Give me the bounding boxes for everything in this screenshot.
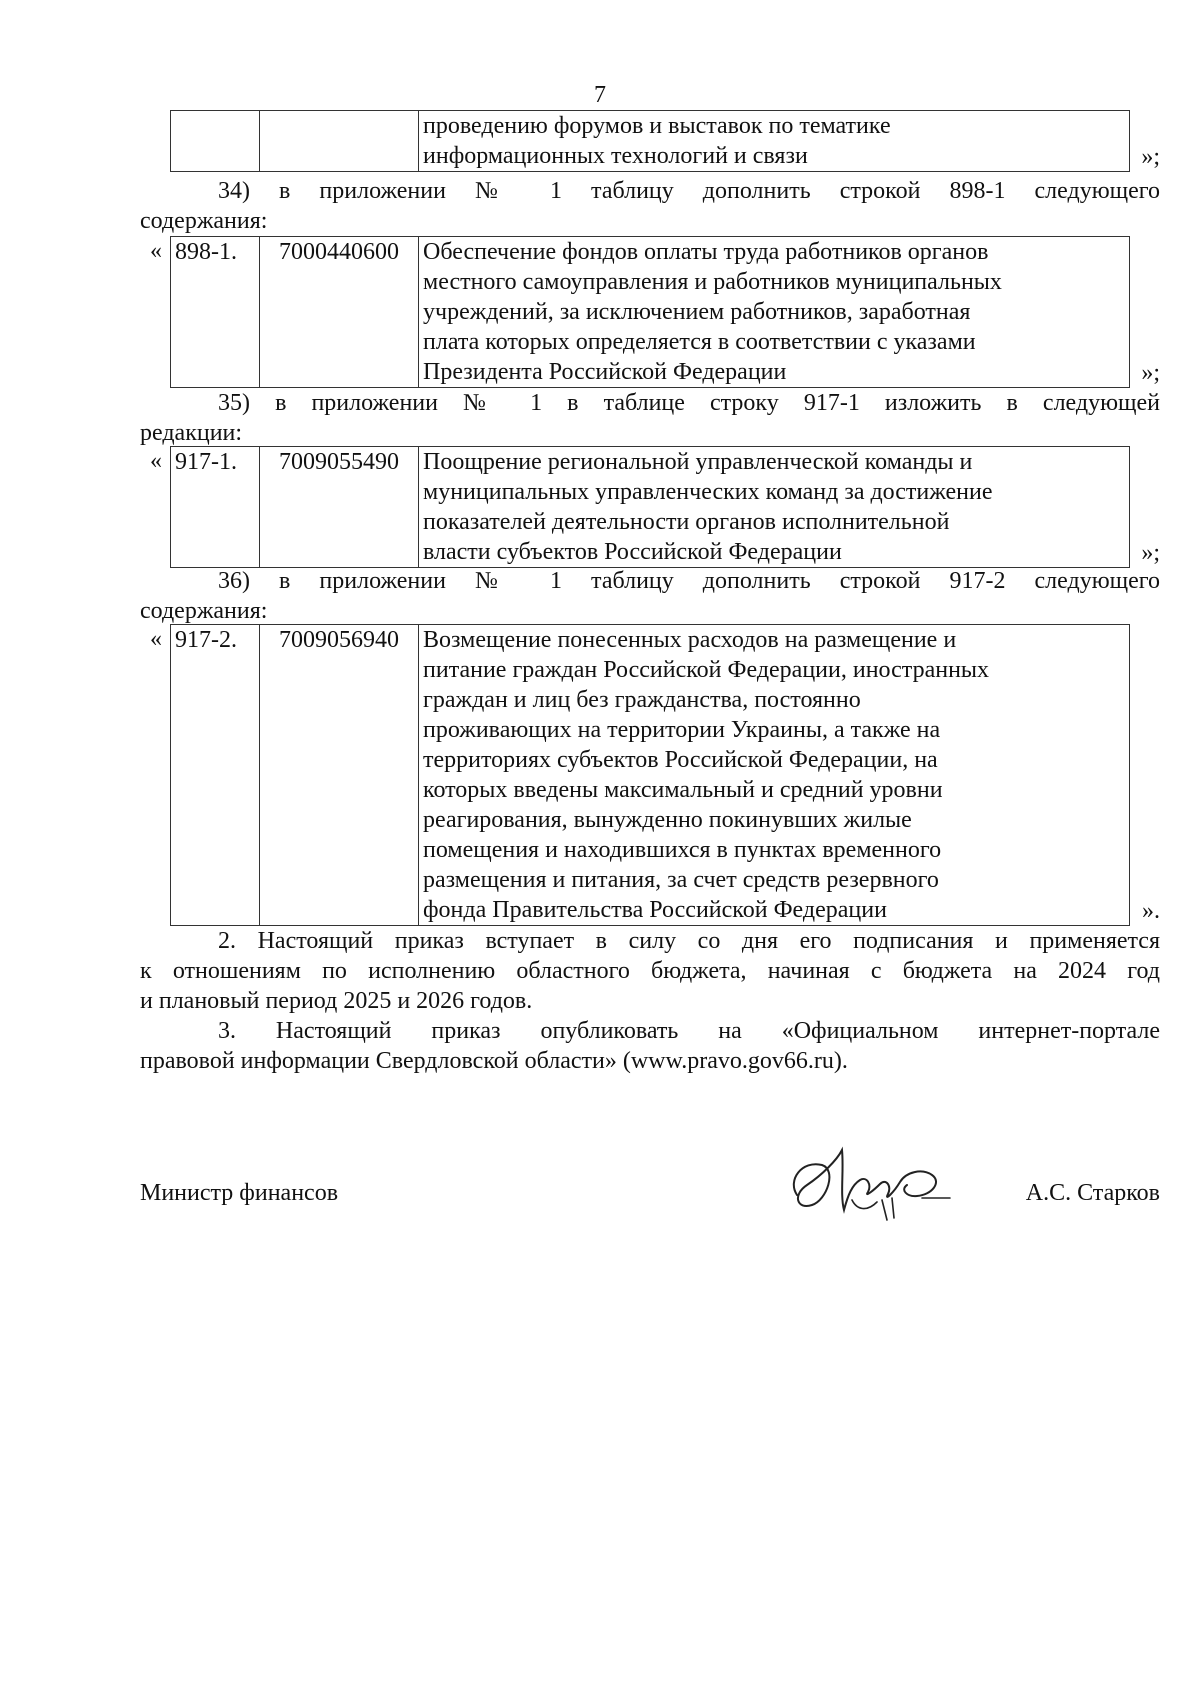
text-line: территориях субъектов Российской Федерации, на [423,747,938,773]
clause-2 [140,926,1160,1016]
text-line: власти субъектов Российской Федерации [423,539,842,565]
clause-text-line: правовой информации Свердловской области» (www.pravo.gov66.ru). [140,1048,848,1074]
table-row [171,111,1130,172]
item-35 [140,388,1160,448]
text-line: муниципальных управленческих команд за достижение [423,479,993,505]
table-row [171,237,1130,388]
closing-quote: ». [1142,898,1160,924]
page-number: 7 [594,82,606,108]
row-code-cell [260,111,419,172]
signer-name: А.С. Старков [1025,1180,1160,1206]
text-line: фонда Правительства Российской Федерации [423,897,887,923]
item-text-line: редакции: [140,420,243,446]
closing-quote: »; [1141,540,1160,566]
opening-quote: « [150,448,162,474]
text-line: Возмещение понесенных расходов на размещение и [423,627,957,653]
item-34 [140,176,1160,236]
row-text-cell [419,237,1130,388]
text-line: Обеспечение фондов оплаты труда работников органов [423,239,989,265]
clause-text-line: к отношениям по исполнению областного бюджета, начиная с бюджета на 2024 год [140,958,1160,984]
opening-quote: « [150,626,162,652]
text-line: показателей деятельности органов исполнительной [423,509,950,535]
text-line: информационных технологий и связи [423,143,808,169]
row-text-cell [419,447,1130,568]
table-917-2 [150,624,1160,926]
row-number-cell: 917-2. [171,625,260,926]
item-text-line: содержания: [140,598,268,624]
row-code-cell: 7009056940 [260,625,419,926]
text-line: помещения и находившихся в пунктах временного [423,837,942,863]
clause-text-line: 2. Настоящий приказ вступает в силу со дня его подписания и применяется [218,928,1160,954]
table-row [171,625,1130,926]
text-line: реагирования, вынужденно покинувших жилые [423,807,912,833]
amendment-table [170,110,1130,172]
text-line: учреждений, за исключением работников, заработная [423,299,971,325]
table-917-1 [150,446,1160,568]
clause-3 [140,1016,1160,1076]
text-line: Поощрение региональной управленческой команды и [423,449,973,475]
table-continuation [150,110,1160,172]
amendment-table [170,624,1130,926]
row-number-cell [171,111,260,172]
text-line: которых введены максимальный и средний уровни [423,777,943,803]
closing-quote: »; [1141,360,1160,386]
row-code-cell: 7000440600 [260,237,419,388]
item-36 [140,566,1160,626]
signature-block [140,1170,1160,1230]
closing-quote: »; [1141,144,1160,170]
amendment-table [170,236,1130,388]
text-line: проведению форумов и выставок по тематике [423,113,891,139]
table-898-1 [150,236,1160,388]
signer-title: Министр финансов [140,1180,339,1206]
opening-quote: « [150,238,162,264]
amendment-table [170,446,1130,568]
row-text-cell [419,625,1130,926]
item-text-line: 34) в приложении № 1 таблицу дополнить строкой 898-1 следующего [218,178,1160,204]
text-line: проживающих на территории Украины, а также на [423,717,941,743]
clause-text-line: и плановый период 2025 и 2026 годов. [140,988,533,1014]
row-text-cell [419,111,1130,172]
text-line: граждан и лиц без гражданства, постоянно [423,687,861,713]
text-line: плата которых определяется в соответствии с указами [423,329,976,355]
item-text-line: содержания: [140,208,268,234]
item-text-line: 36) в приложении № 1 таблицу дополнить строкой 917-2 следующего [218,568,1160,594]
table-row [171,447,1130,568]
handwritten-signature [782,1140,962,1240]
row-number-cell: 898-1. [171,237,260,388]
text-line: питание граждан Российской Федерации, иностранных [423,657,990,683]
text-line: Президента Российской Федерации [423,359,787,385]
row-code-cell: 7009055490 [260,447,419,568]
text-line: размещения и питания, за счет средств резервного [423,867,939,893]
clause-text-line: 3. Настоящий приказ опубликовать на «Официальном интернет-портале [218,1018,1160,1044]
item-text-line: 35) в приложении № 1 в таблице строку 917-1 изложить в следующей [218,390,1160,416]
row-number-cell: 917-1. [171,447,260,568]
text-line: местного самоуправления и работников муниципальных [423,269,1002,295]
